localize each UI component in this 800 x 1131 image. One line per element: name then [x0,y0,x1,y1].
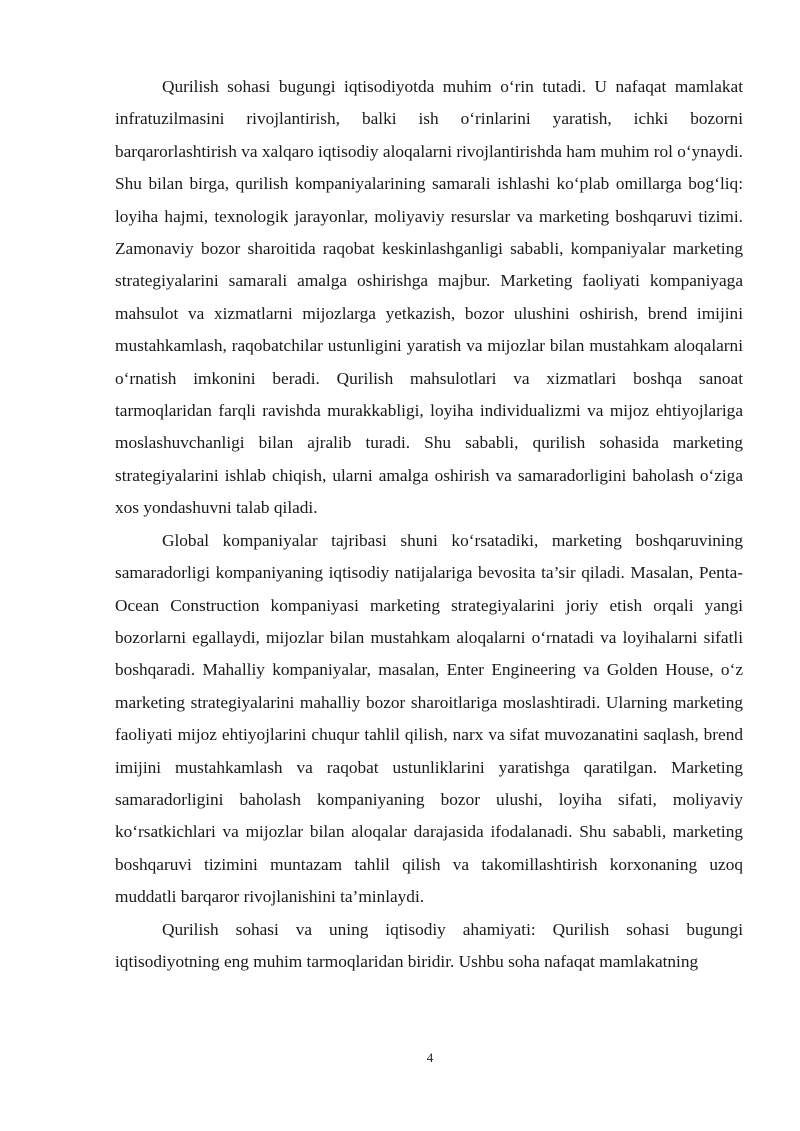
paragraph-global-companies: Global kompaniyalar tajribasi shuni ko‘rsatadiki, marketing boshqaruvining samaradorligi kompaniyaning iqtisodiy natijalariga bevosita ta’sir qiladi. Masalan, Penta-Ocean Construction kompaniyasi marketing strategiyalarini joriy etish orqali yangi bozorlarni egallaydi, mijozlar bilan mustahkam aloqalarni o‘rnatadi va loyihalarni sifatli boshqaradi. Mahalliy kompaniyalar, masalan, Enter Engineering va Golden House, o‘z marketing strategiyalarini mahalliy bozor sharoitlariga moslashtiradi. Ularning marketing faoliyati mijoz ehtiyojlarini chuqur tahlil qilish, narx va sifat muvozanatini saqlash, brend imijini mustahkamlash va raqobat ustunliklarini yaratishga qaratilgan. Marketing samaradorligini baholash kompaniyaning bozor ulushi, loyiha sifati, moliyaviy ko‘rsatkichlari va mijozlar bilan aloqalar darajasida ifodalanadi. Shu sababli, marketing boshqaruvi tizimini muntazam tahlil qilish va takomillashtirish korxonaning uzoq muddatli barqaror rivojlanishini ta’minlaydi. [115,530,743,907]
paragraph-economic-importance: Qurilish sohasi va uning iqtisodiy ahamiyati: Qurilish sohasi bugungi iqtisodiyotning eng muhim tarmoqlaridan biridir. Ushbu soha nafaqat mamlakatning [115,919,743,971]
body-text [115,71,743,978]
page-number: 4 [426,1050,434,1065]
paragraph-construction-intro: Qurilish sohasi bugungi iqtisodiyotda muhim o‘rin tutadi. U nafaqat mamlakat infratuzilmasini rivojlantirish, balki ish o‘rinlarini yaratish, ichki bozorni barqarorlashtirish va xalqaro iqtisodiy aloqalarni rivojlantirishda ham muhim rol o‘ynaydi. Shu bilan birga, qurilish kompaniyalarining samarali ishlashi ko‘plab omillarga bog‘liq: loyiha hajmi, texnologik jarayonlar, moliyaviy resurslar va marketing boshqaruvi tizimi. Zamonaviy bozor sharoitida raqobat keskinlashganligi sababli, kompaniyalar marketing strategiyalarini samarali amalga oshirishga majbur. Marketing faoliyati kompaniyaga mahsulot va xizmatlarni mijozlarga yetkazish, bozor ulushini oshirish, brend imijini mustahkamlash, raqobatchilar ustunligini yaratish va mijozlar bilan mustahkam aloqalarni o‘rnatish imkonini beradi. Qurilish mahsulotlari va xizmatlari boshqa sanoat tarmoqlaridan farqli ravishda murakkabligi, loyiha individualizmi va mijoz ehtiyojlariga moslashuvchanligi bilan ajralib turadi. Shu sababli, qurilish sohasida marketing strategiyalarini ishlab chiqish, ularni amalga oshirish va samaradorligini baholash o‘ziga xos yondashuvni talab qiladi. [115,77,743,518]
